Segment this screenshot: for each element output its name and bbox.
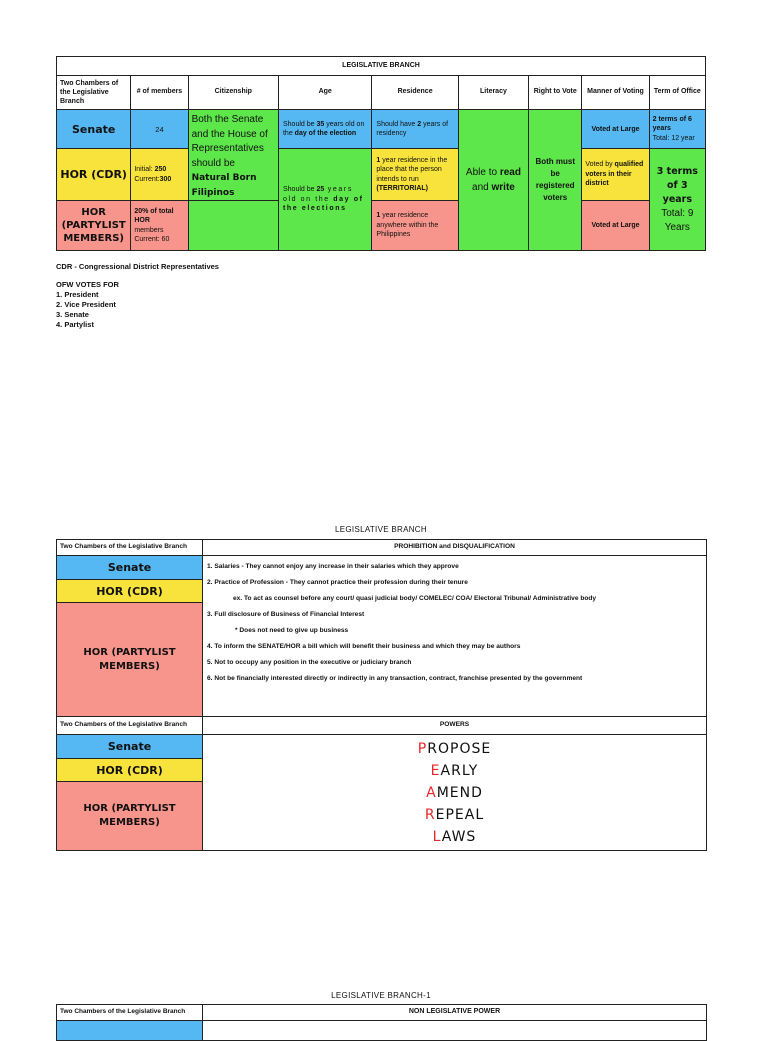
chamber-hor-partylist: HOR (PARTYLIST MEMBERS) <box>57 201 131 251</box>
prohibition-item: 5. Not to occupy any position in the executive or judiciary branch <box>207 659 412 666</box>
partylist-members: 20% of total HOR members Current: 60 <box>131 201 188 251</box>
mnemonic-line: EARLY <box>430 762 479 779</box>
senate-residence: Should have 2 years of residency <box>372 110 458 149</box>
header-right-to-vote: Right to Vote <box>529 76 582 110</box>
cdr-note: CDR - Congressional District Representatives <box>56 262 219 271</box>
prohibition-item: 2. Practice of Profession - They cannot practice their profession during their tenure <box>207 579 468 586</box>
powers-mnemonic <box>203 735 707 851</box>
header-literacy: Literacy <box>458 76 528 110</box>
chamber-senate: Senate <box>57 735 203 759</box>
header-members: # of members <box>131 76 188 110</box>
chamber-senate: Senate <box>57 110 131 149</box>
cdr-voting: Voted by qualified voters in their district <box>582 149 649 201</box>
ofw-votes-list <box>56 280 119 330</box>
t3-header-non-legislative: NON LEGISLATIVE POWER <box>203 1005 707 1021</box>
mnemonic-line: AMEND <box>426 784 483 801</box>
senate-term: 2 terms of 6 years Total: 12 year <box>649 110 705 149</box>
header-term-of-office: Term of Office <box>649 76 705 110</box>
prohibitions-powers-table <box>56 539 707 851</box>
mnemonic-line: LAWS <box>432 828 477 845</box>
partylist-residence: 1 year residence anywhere within the Philippines <box>372 201 458 251</box>
senate-voting: Voted at Large <box>582 110 649 149</box>
table1-title: LEGISLATIVE BRANCH <box>57 57 706 76</box>
cdr-members: Initial: 250 Current:300 <box>131 149 188 201</box>
ofw-item: 2. Vice President <box>56 300 116 309</box>
ofw-item: 4. Partylist <box>56 320 94 329</box>
header-citizenship: Citizenship <box>188 76 278 110</box>
partylist-voting: Voted at Large <box>582 201 649 251</box>
mnemonic-line: PROPOSE <box>417 740 492 757</box>
t2-header-chambers-2: Two Chambers of the Legislative Branch <box>57 717 203 735</box>
prohibition-item: 3. Full disclosure of Business of Financial Interest <box>207 611 365 618</box>
chamber-senate: Senate <box>57 556 203 580</box>
header-manner-of-voting: Manner of Voting <box>582 76 649 110</box>
citizenship-cell: Both the Senate and the House of Representatives should be Natural Born Filipinos <box>188 110 278 201</box>
table2-caption: LEGISLATIVE BRANCH <box>335 525 427 534</box>
senate-age: Should be 35 years old on the day of the election <box>278 110 371 149</box>
t2-header-chambers: Two Chambers of the Legislative Branch <box>57 540 203 556</box>
header-age: Age <box>278 76 371 110</box>
table3-caption: LEGISLATIVE BRANCH-1 <box>331 991 431 1000</box>
chamber-hor-partylist: HOR (PARTYLIST MEMBERS) <box>57 603 203 717</box>
prohibition-item: 1. Salaries - They cannot enjoy any increase in their salaries which they approve <box>207 563 459 570</box>
cdr-residence: 1 year residence in the place that the person intends to run (TERRITORIAL) <box>372 149 458 201</box>
chamber-hor-cdr: HOR (CDR) <box>57 149 131 201</box>
cdr-term: 3 terms of 3 years Total: 9 Years <box>649 149 705 251</box>
citizenship-empty-cell <box>188 201 278 251</box>
t3-header-chambers: Two Chambers of the Legislative Branch <box>57 1005 203 1021</box>
qualifications-table <box>56 56 706 251</box>
chamber-hor-cdr: HOR (CDR) <box>57 759 203 782</box>
mnemonic-line: REPEAL <box>424 806 485 823</box>
t2-header-prohibition: PROHIBITION and DISQUALIFICATION <box>203 540 707 556</box>
prohibition-subitem: * Does not need to give up business <box>235 627 349 634</box>
non-legislative-table <box>56 1004 707 1041</box>
right-to-vote-cell: Both must be registered voters <box>529 110 582 251</box>
prohibition-list <box>203 556 707 717</box>
prohibition-item: 6. Not be financially interested directly or indirectly in any transaction, contract, franchise presented by the government <box>207 675 583 682</box>
ofw-item: 3. Senate <box>56 310 89 319</box>
cdr-age: Should be 25 years old on the day of the elections <box>278 149 371 251</box>
senate-members: 24 <box>131 110 188 149</box>
header-chambers: Two Chambers of the Legislative Branch <box>57 76 131 110</box>
header-residence: Residence <box>372 76 458 110</box>
prohibition-subitem: ex. To act as counsel before any court/ quasi judicial body/ COMELEC/ COA/ Electoral Tribunal/ Administrative body <box>233 595 597 602</box>
ofw-title: OFW VOTES FOR <box>56 280 119 289</box>
chamber-hor-partylist: HOR (PARTYLIST MEMBERS) <box>57 782 203 851</box>
ofw-item: 1. President <box>56 290 99 299</box>
chamber-hor-cdr: HOR (CDR) <box>57 580 203 603</box>
literacy-cell: Able to read and write <box>458 110 528 251</box>
t2-header-powers: POWERS <box>203 717 707 735</box>
prohibition-item: 4. To inform the SENATE/HOR a bill which will benefit their business and which they may be authors <box>207 643 521 650</box>
citizenship-emphasis: Natural Born Filipinos <box>191 173 257 198</box>
